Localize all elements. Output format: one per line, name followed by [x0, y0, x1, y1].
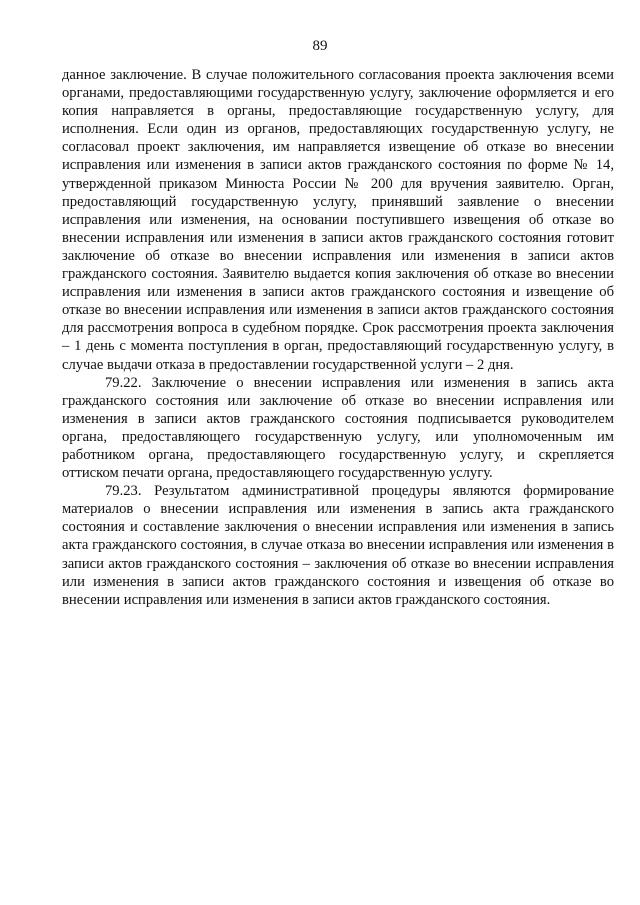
- paragraph-continuation: данное заключение. В случае положительного согласования проекта заключения всеми органами, предоставляющими государственную услугу, заключение оформляется и его копия направляется в органы, предоставляющие государственную услугу, для исполнения. Если один из органов, предоставляющих государственную услугу, не согласовал проект заключения, им направляется извещение об отказе во внесении исправления или изменения в записи актов гражданского состояния по форме № 14, утвержденной приказом Минюста России № 200 для вручения заявителю. Орган, предоставляющий государственную услугу, принявший заявление о внесении исправления или изменения, на основании поступившего извещения об отказе во внесении исправления или изменения в записи актов гражданского состояния готовит заключение об отказе во внесении исправления или изменения в записи актов гражданского состояния. Заявителю выдается копия заключения об отказе во внесении исправления или изменения в записи актов гражданского состояния и извещение об отказе во внесении исправления или изменения в записи актов гражданского состояния для рассмотрения вопроса в судебном порядке. Срок рассмотрения проекта заключения – 1 день с момента поступления в орган, предоставляющий государственную услугу, в случае выдачи отказа в предоставлении государственной услуги – 2 дня.: [62, 67, 614, 373]
- paragraph-79-22: 79.22. Заключение о внесении исправления или изменения в запись акта гражданского состояния или заключение об отказе во внесении исправления или изменения в записи актов гражданского состояния подписывается руководителем органа, предоставляющего государственную услугу, или уполномоченным им работником органа, предоставляющего государственную услугу, и скрепляется оттиском печати органа, предоставляющего государственную услугу.: [62, 374, 614, 482]
- page-number: 89: [312, 38, 328, 54]
- paragraph-79-23: 79.23. Результатом административной процедуры являются формирование материалов о внесении исправления или изменения в запись акта гражданского состояния и составление заключения о внесении исправления или изменения в запись акта гражданского состояния, в случае отказа во внесении исправления или изменения в записи актов гражданского состояния – заключения об отказе во внесении исправления или изменения в записи актов гражданского состояния и извещения об отказе во внесении исправления или изменения в записи актов гражданского состояния.: [62, 483, 614, 608]
- document-body: [62, 66, 614, 609]
